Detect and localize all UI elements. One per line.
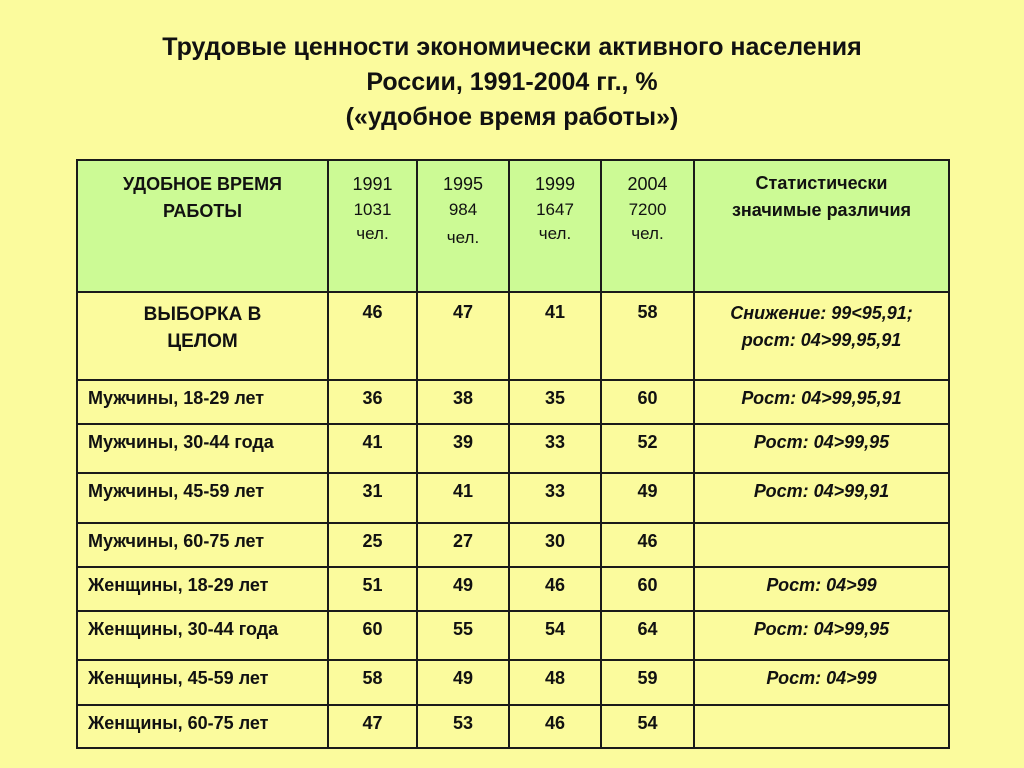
whole-sample-row <box>77 292 949 380</box>
value-1995: 39 <box>417 424 509 473</box>
sample-size: 1647 <box>536 200 574 219</box>
year-label: 2004 <box>627 174 668 194</box>
significance-cell: Рост: 04>99 <box>694 567 949 611</box>
value-1991: 47 <box>328 705 417 748</box>
row-label: Женщины, 45-59 лет <box>77 660 328 705</box>
row-label: Мужчины, 30-44 года <box>77 424 328 473</box>
row-label: Мужчины, 60-75 лет <box>77 523 328 567</box>
stat-header-line-2: значимые различия <box>731 200 912 220</box>
significance-cell: Рост: 04>99,95 <box>694 424 949 473</box>
value-1999: 46 <box>509 705 601 748</box>
significance-cell: Рост: 04>99,95,91 <box>694 380 949 424</box>
table-row <box>77 660 949 705</box>
row-label-line-1: ВЫБОРКА В <box>143 304 262 325</box>
value-2004: 54 <box>601 705 694 748</box>
table-row <box>77 705 949 748</box>
value-1995: 53 <box>417 705 509 748</box>
value-1991: 60 <box>328 611 417 660</box>
table-row <box>77 523 949 567</box>
header-year-1995 <box>417 160 509 292</box>
value-2004: 60 <box>601 380 694 424</box>
value-1991: 46 <box>328 292 417 380</box>
value-1995: 27 <box>417 523 509 567</box>
row-label <box>77 292 328 380</box>
value-1995: 38 <box>417 380 509 424</box>
value-2004: 46 <box>601 523 694 567</box>
header-stat-cell <box>694 160 949 292</box>
value-1991: 31 <box>328 473 417 523</box>
significance-line-2: рост: 04>99,95,91 <box>741 330 902 350</box>
row-label: Женщины, 30-44 года <box>77 611 328 660</box>
significance-cell <box>694 292 949 380</box>
slide-title <box>0 30 1024 135</box>
value-1999: 35 <box>509 380 601 424</box>
significance-cell <box>694 523 949 567</box>
row-label: Женщины, 18-29 лет <box>77 567 328 611</box>
header-year-1991 <box>328 160 417 292</box>
sample-size: 7200 <box>628 200 667 219</box>
table-row <box>77 473 949 523</box>
title-line-3: («удобное время работы») <box>345 103 679 131</box>
value-1999: 54 <box>509 611 601 660</box>
value-1999: 33 <box>509 424 601 473</box>
sample-size: 984 <box>448 200 478 219</box>
header-label-line-1: УДОБНОЕ ВРЕМЯ <box>123 174 282 194</box>
significance-cell: Рост: 04>99 <box>694 660 949 705</box>
value-1999: 46 <box>509 567 601 611</box>
table-row <box>77 611 949 660</box>
values-table <box>76 159 950 749</box>
year-label: 1995 <box>442 174 484 194</box>
header-row <box>77 160 949 292</box>
year-label: 1999 <box>534 174 576 194</box>
significance-cell: Рост: 04>99,91 <box>694 473 949 523</box>
row-label: Мужчины, 45-59 лет <box>77 473 328 523</box>
sample-size: 1031 <box>353 200 392 219</box>
value-1991: 51 <box>328 567 417 611</box>
year-label: 1991 <box>352 174 393 194</box>
value-1999: 33 <box>509 473 601 523</box>
row-label: Мужчины, 18-29 лет <box>77 380 328 424</box>
sample-unit: чел. <box>356 224 389 243</box>
table-row <box>77 567 949 611</box>
value-1991: 25 <box>328 523 417 567</box>
value-2004: 58 <box>601 292 694 380</box>
value-2004: 49 <box>601 473 694 523</box>
table-row <box>77 424 949 473</box>
stat-header-line-1: Статистически <box>755 173 888 193</box>
value-2004: 64 <box>601 611 694 660</box>
sample-unit: чел. <box>446 228 480 247</box>
value-1995: 47 <box>417 292 509 380</box>
row-label-line-2: ЦЕЛОМ <box>167 331 238 352</box>
value-1991: 41 <box>328 424 417 473</box>
value-1999: 30 <box>509 523 601 567</box>
significance-cell: Рост: 04>99,95 <box>694 611 949 660</box>
header-year-2004 <box>601 160 694 292</box>
value-1995: 41 <box>417 473 509 523</box>
row-label: Женщины, 60-75 лет <box>77 705 328 748</box>
value-1991: 58 <box>328 660 417 705</box>
header-label-line-2: РАБОТЫ <box>163 201 242 221</box>
sample-unit: чел. <box>631 224 664 243</box>
title-line-2: России, 1991-2004 гг., % <box>366 68 658 96</box>
value-1995: 49 <box>417 660 509 705</box>
value-2004: 60 <box>601 567 694 611</box>
significance-line-1: Снижение: 99<95,91; <box>730 303 913 323</box>
significance-cell <box>694 705 949 748</box>
value-1991: 36 <box>328 380 417 424</box>
header-year-1999 <box>509 160 601 292</box>
value-1999: 41 <box>509 292 601 380</box>
value-1999: 48 <box>509 660 601 705</box>
value-1995: 49 <box>417 567 509 611</box>
sample-unit: чел. <box>538 224 572 243</box>
header-label-cell <box>77 160 328 292</box>
value-2004: 59 <box>601 660 694 705</box>
title-line-1: Трудовые ценности экономически активного населения <box>162 33 862 61</box>
value-2004: 52 <box>601 424 694 473</box>
value-1995: 55 <box>417 611 509 660</box>
table-row <box>77 380 949 424</box>
